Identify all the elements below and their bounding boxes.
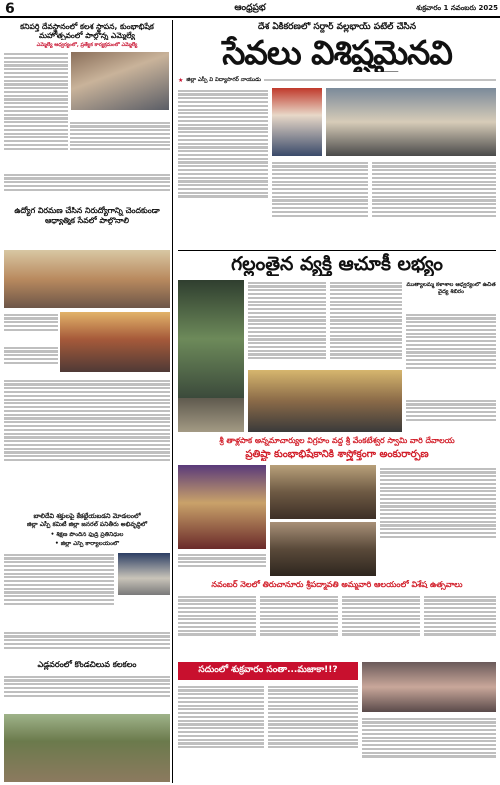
bottom-headline: నవంబర్ నెలలో తిరుచానూరు శ్రీపద్మావతి అమ్మవారి ఆలయంలో విశేష ఉత్సవాలు [211,580,463,589]
news-photo [4,714,170,782]
body-text [178,552,266,576]
body-text [406,312,496,398]
body-text [4,312,58,342]
byline-text: జిల్లా ఎస్పీ వి విద్యాసాగర్ నాయుడు [186,77,261,83]
bullet-line: • జిల్లా ఎస్పీ కార్యాలయంలో [55,541,119,547]
body-text [4,52,68,160]
news-photo [4,250,170,308]
date-line: శుక్రవారం 1 నవంబరు 2025 [416,4,498,12]
news-photo [270,465,376,519]
news-photo [248,370,402,432]
body-text [4,552,114,630]
news-photo [71,52,169,110]
body-text [260,594,338,658]
body-text [4,345,58,375]
bullet-line: • శిక్షణ పొందిన ఫుడ్రి ప్రతినిధుల [50,532,124,538]
body-text [178,684,264,782]
body-text [424,594,496,658]
bottom-left-box-title: సదుంలో శుక్రవారం సంతా...మజాకా!!? [198,665,338,675]
left-story-1-sub: ఎమ్మెల్యే ఆధ్వర్యంలో, ప్రత్యేక కార్యక్రమంలో ఎమ్మెల్యే [36,42,138,48]
rule [178,250,496,251]
body-text [272,160,368,246]
section-name: ఆంధ్రప్రభ [234,3,266,13]
photo-caption [70,120,170,170]
body-text [268,684,358,782]
body-text [4,674,170,712]
red-banner-2: ప్రతిష్టా కుంభాభిషేకానికి శాస్త్రోక్తంగా అంకురార్పణ [245,449,429,460]
byline-dash: ★ [178,76,184,84]
left-story-1-headline: కనిపర్తి దేవస్థానంలో కలశ స్థాపన, కుంభాభిషేక మహోత్సవంలో పాల్గొన్న ఎమ్మెల్యే [20,22,154,40]
left-story-2-headline: ఉద్యోగ విరమణ చేసిన నిరుద్యోగాన్ని చెందకుండా ఆధ్యాత్మిక సేవలో పాల్గొనాలి [14,206,160,225]
bottom-left-box [178,662,358,680]
body-text [4,630,170,660]
column-rule [172,20,173,783]
body-text [4,172,170,202]
main-headline: సేవలు విశిష్టమైనవి [222,34,452,72]
news-photo [362,662,496,712]
body-text [178,594,256,658]
news-photo [60,312,170,372]
masthead [0,0,500,18]
body-text [372,160,496,246]
side-story-headline: ముత్యాలమ్మ కళాశాల ఆధ్వర్యంలో ఉచిత వైద్య శిబిరం [406,282,496,296]
left-story-4-headline: ఎడ్లవరంలో కొండచిలువ కలకలం [37,660,137,669]
left-story-3-sub: జిల్లా ఎస్పీ కమిటీ జిల్లా జనరల్ పనితీరు అభివృద్ధిలో [26,521,148,528]
byline [178,75,496,85]
body-text [380,466,496,576]
news-photo [326,88,496,156]
body-text [342,594,420,658]
body-text [406,398,496,432]
news-photo [178,398,244,432]
news-photo [272,88,322,156]
red-banner-1: శ్రీ తాళ్లపాక అన్నమాచార్యుల విగ్రహం వద్ద శ్రీ వేంకటేశ్వర స్వామి వారి దేవాలయ [219,436,455,445]
body-text [4,378,170,498]
body-text [178,88,268,246]
news-photo [178,465,266,549]
main-kicker: దేశ ఏకీకరణలో సర్దార్ వల్లభాయ్ పటేల్ చేసిన [257,22,417,32]
news-photo [270,522,376,576]
body-text [362,716,496,782]
left-story-3-headline: బాలిదేవి శక్తులపై కేకట్టేయబడని మోడలంలో [33,512,141,520]
page-number: 6 [5,1,15,17]
news-photo [178,280,244,398]
sub-headline: గల్లంతైన వ్యక్తి ఆచూకీ లభ్యం [231,253,443,275]
news-photo [118,553,170,595]
